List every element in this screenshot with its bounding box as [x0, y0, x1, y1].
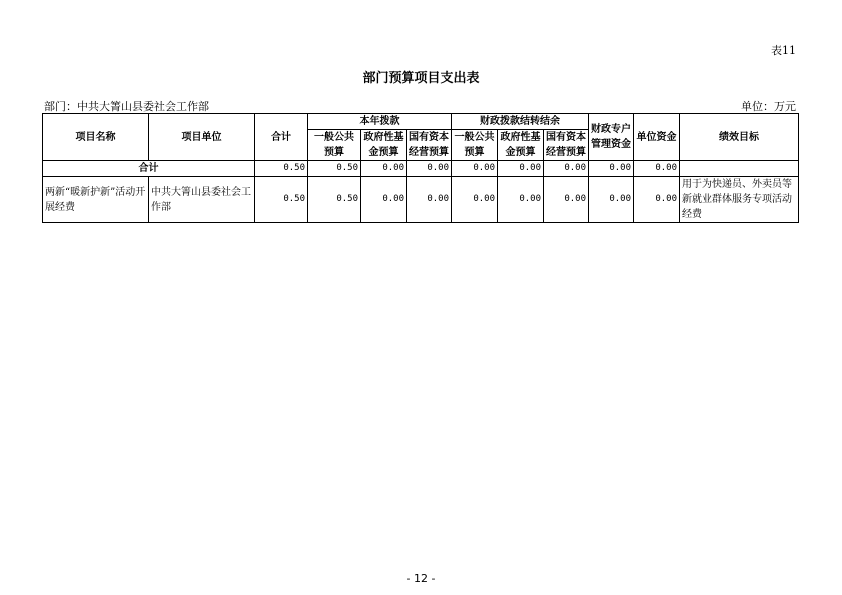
amount-cell: 0.00: [361, 177, 407, 223]
header-carry-general-budget: 一般公共预算: [452, 130, 498, 161]
total-label: 合计: [43, 161, 255, 177]
header-current-year-allocation: 本年拨款: [308, 114, 452, 130]
amount-cell: 0.00: [407, 177, 452, 223]
amount-cell: 0.00: [589, 177, 634, 223]
amount-cell: 0.00: [634, 177, 680, 223]
header-project-name: 项目名称: [43, 114, 149, 161]
header-unit-funds: 单位资金: [634, 114, 680, 161]
header-general-budget: 一般公共预算: [308, 130, 361, 161]
total-cell: 0.00: [498, 161, 544, 177]
department-label: 部门：中共大箐山县委社会工作部: [44, 100, 209, 113]
header-fund-budget: 政府性基金预算: [361, 130, 407, 161]
total-cell: 0.50: [255, 161, 308, 177]
header-carry-state-capital-budget: 国有资本经营预算: [544, 130, 589, 161]
total-cell: 0.00: [452, 161, 498, 177]
header-special-account-funds: 财政专户管理资金: [589, 114, 634, 161]
total-cell: 0.00: [634, 161, 680, 177]
header-carryover: 财政拨款结转结余: [452, 114, 589, 130]
header-performance-target: 绩效目标: [680, 114, 799, 161]
page-number: - 12 -: [406, 572, 436, 585]
performance-target-cell: 用于为快递员、外卖员等新就业群体服务专项活动经费: [680, 177, 799, 223]
total-cell: 0.00: [544, 161, 589, 177]
amount-cell: 0.50: [308, 177, 361, 223]
header-carry-fund-budget: 政府性基金预算: [498, 130, 544, 161]
header-total: 合计: [255, 114, 308, 161]
total-performance: [680, 161, 799, 177]
table-row: [43, 177, 799, 223]
amount-cell: 0.00: [498, 177, 544, 223]
total-cell: 0.00: [361, 161, 407, 177]
budget-table: [42, 113, 799, 223]
project-unit-cell: 中共大箐山县委社会工作部: [149, 177, 255, 223]
project-name-cell: 两新“暖新护新”活动开展经费: [43, 177, 149, 223]
amount-cell: 0.00: [452, 177, 498, 223]
total-cell: 0.00: [589, 161, 634, 177]
amount-cell: 0.50: [255, 177, 308, 223]
total-row: [43, 161, 799, 177]
total-cell: 0.50: [308, 161, 361, 177]
table-number: 表11: [771, 44, 796, 57]
amount-cell: 0.00: [544, 177, 589, 223]
total-cell: 0.00: [407, 161, 452, 177]
header-project-unit: 项目单位: [149, 114, 255, 161]
document-title: 部门预算项目支出表: [362, 71, 480, 86]
header-state-capital-budget: 国有资本经营预算: [407, 130, 452, 161]
unit-label: 单位：万元: [741, 100, 796, 113]
